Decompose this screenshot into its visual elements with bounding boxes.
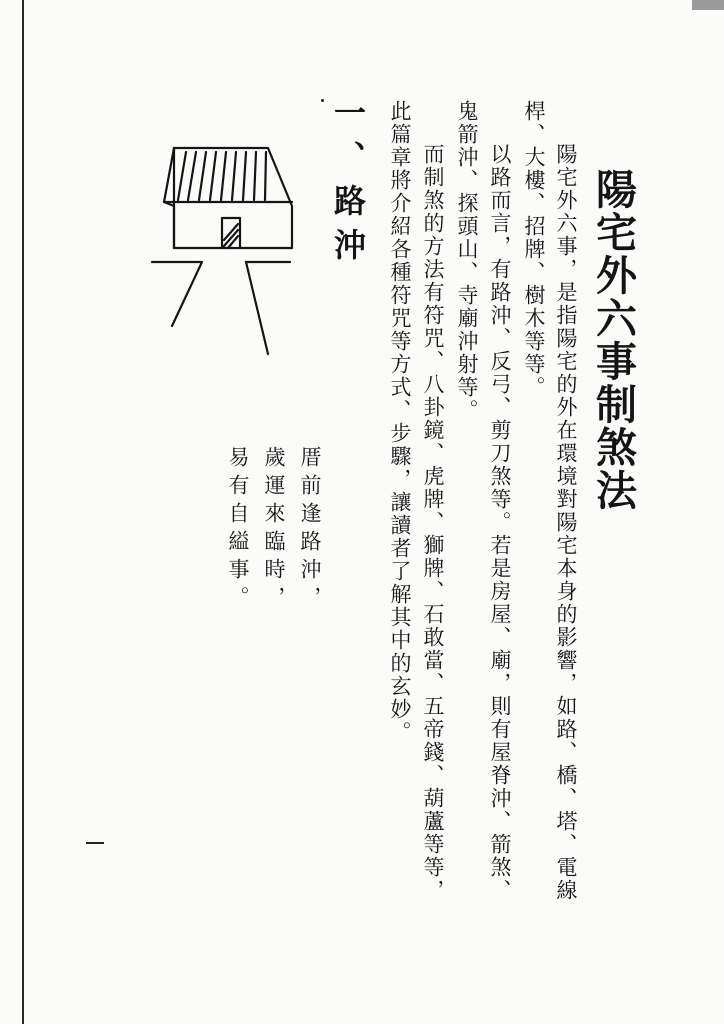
body-line-5: 而制煞的方法有符咒、八卦鏡、虎牌、獅牌、石敢當、五帝錢、葫蘆等等， — [421, 143, 445, 902]
section-heading: 一、路沖 — [329, 96, 367, 272]
poem-line-2: 歲運來臨時， — [262, 446, 286, 614]
body-line-2: 桿、大樓、招牌、樹木等等。 — [522, 100, 546, 399]
house-facing-road-icon — [150, 140, 300, 360]
body-line-6: 此篇章將介紹各種符咒等方式、步驟，讓讀者了解其中的玄妙。 — [388, 100, 412, 744]
poem-line-3: 易有自縊事。 — [226, 446, 250, 614]
poem-line-1: 厝前逢路沖， — [298, 446, 322, 614]
scan-corner-mark — [692, 0, 724, 10]
folio-dash — [86, 842, 104, 844]
body-line-3: 以路而言，有路沖、反弓、剪刀煞等。若是房屋、廟，則有屋脊沖、箭煞、 — [488, 143, 512, 902]
binding-edge-line — [22, 0, 24, 1024]
body-line-1: 陽宅外六事，是指陽宅的外在環境對陽宅本身的影響，如路、橋、塔、電線 — [554, 143, 578, 902]
page-title: 陽宅外六事制煞法 — [589, 168, 637, 512]
body-line-4: 鬼箭沖、探頭山、寺廟沖射等。 — [455, 100, 479, 422]
ink-dot — [321, 99, 324, 102]
